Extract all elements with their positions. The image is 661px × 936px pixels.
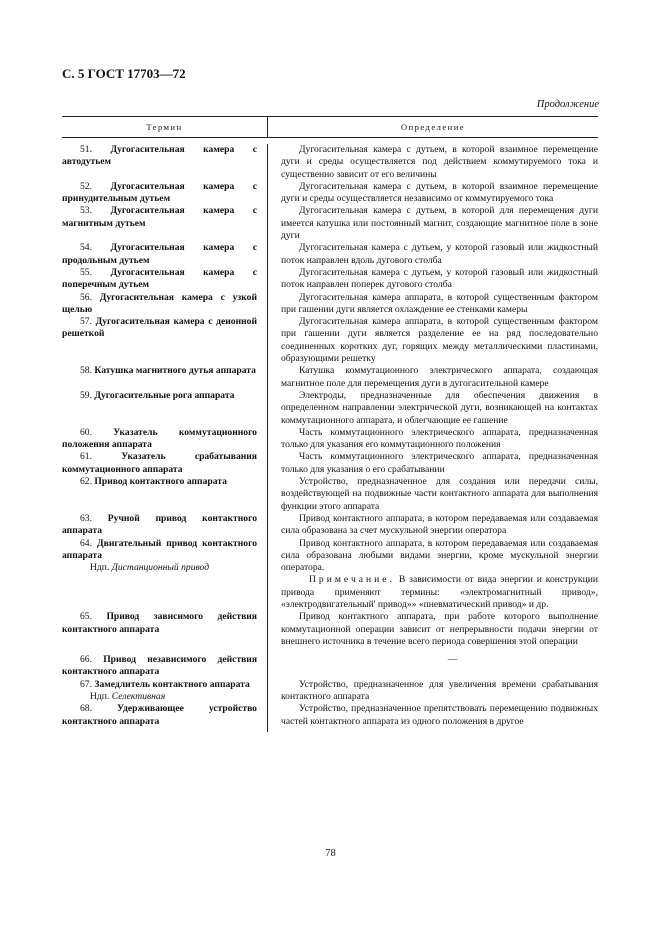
term-cell: 52. Дугогасительная камера с принудительным дутьем (62, 180, 257, 205)
term-cell: 64. Двигательный привод контактного аппарата Ндп. Дистанционный привод (62, 537, 257, 574)
definition-cell: Дугогасительная камера с дутьем, у которой газовый или жидкостный поток направлен вдоль дугового столба (281, 242, 598, 266)
terms-table (62, 116, 598, 732)
term-cell: 60. Указатель коммутационного положения аппарата (62, 426, 257, 451)
definition-cell: Дугогасительная камера с дутьем, в которой для перемещения дуги имеется катушка или постоянный магнит, создающие магнитное поле в зоне дуги (281, 205, 598, 242)
definition-cell: Дугогасительная камера с дутьем, в которой взаимное перемещение дуги и среды осуществляется независимо от коммутируемого тока (281, 180, 598, 205)
table-row (62, 365, 598, 390)
definition-cell: Дугогасительная камера с дутьем, у которой газовый или жидкостный поток направлен поперек дугового столба (281, 266, 598, 291)
table-row (62, 513, 598, 538)
term-cell: 56. Дугогасительная камера с узкой щелью (62, 291, 257, 315)
term-cell: 63. Ручной привод контактного аппарата (62, 512, 257, 537)
term-cell: 67. Замедлитель контактного аппарата Ндп. Селективная (62, 679, 267, 704)
term-cell: 65. Привод зависимого действия контактного аппарата (62, 611, 257, 635)
definition-cell: Катушка коммутационного электрического аппарата, создающая магнитное поле для перемещения дуги в дугогасительной камере (281, 365, 598, 389)
note-paragraph: Примечание. В зависимости от вида энергии и конструкции привода применяют термины: «электромагнитный привод», «электродвигательный' привод»» «пневматический привод» и др. (281, 574, 598, 610)
term-cell: 66. Привод независимого действия контактного аппарата (62, 654, 258, 678)
definition-cell: — (447, 654, 458, 666)
table-row (62, 427, 598, 452)
term-cell: 51. Дугогасительная камера с автодутьем (62, 144, 257, 168)
definition-cell: Часть коммутационного электрического аппарата, предназначенная только для указания его коммутационного положения (281, 426, 598, 451)
table-row (62, 144, 598, 181)
term-cell: 58. Катушка магнитного дутья аппарата (80, 365, 256, 377)
table-row (62, 267, 598, 292)
table-body (62, 144, 598, 732)
ndp-note: Ндп. Селективная (90, 691, 166, 703)
definition-cell: Устройство, предназначенное для создания или передачи силы, воздействующей на подвижные части контактного аппарата для выполнения функции этого аппарата (281, 476, 598, 512)
column-header-definition: Определение (400, 122, 466, 132)
table-row (62, 451, 598, 476)
definition-cell: Часть коммутационного электрического аппарата, предназначенная только для указания о его срабатывании (281, 451, 598, 475)
table-row (62, 242, 598, 267)
table-row (62, 181, 598, 206)
term-cell: 61. Указатель срабатывания коммутационного аппарата (62, 451, 257, 475)
term-cell: 59. Дугогасительные рога аппарата (80, 389, 235, 401)
table-row (62, 476, 598, 513)
table-row (62, 679, 598, 704)
table-row (62, 390, 598, 427)
table-header (62, 117, 598, 138)
ndp-note: Ндп. Дистанционный привод (90, 562, 210, 574)
definition-cell: Устройство, предназначенное препятствовать перемещению подвижных частей контактного аппарата из одного положения в другое (281, 703, 598, 727)
table-row (62, 538, 598, 612)
term-cell: 55. Дугогасительная камера с поперечным дутьем (62, 266, 257, 291)
column-divider (267, 144, 268, 732)
table-row (62, 611, 598, 648)
definition-cell: Дугогасительная камера аппарата, в которой существенным фактором при гашении дуги является разделение ее на ряд последовательно соединенных коротких дуг, горящих между металлическими пластинами, образующими решетку (281, 316, 598, 365)
definition-cell: Устройство, предназначенное для увеличения времени срабатывания контактного аппарата (281, 678, 598, 703)
term-cell: 53. Дугогасительная камера с магнитным дутьем (62, 205, 257, 229)
definition-cell: Привод контактного аппарата, при работе которого выполнение коммутационной операции зависит от непрерывности подачи энергии от внешнего источника в течение всего периода совершения этой операции (281, 611, 598, 647)
page-header: С. 5 ГОСТ 17703—72 (62, 66, 186, 81)
table-row (62, 654, 598, 679)
table-row (62, 316, 598, 365)
table-row (62, 703, 598, 732)
term-cell: 57. Дугогасительная камера с деионной решеткой (62, 316, 257, 340)
definition-cell: Дугогасительная камера аппарата, в которой существенным фактором при гашении дуги является охлаждение ее стенками камеры (281, 291, 598, 315)
term-cell: 54. Дугогасительная камера с продольным дутьем (62, 242, 257, 266)
term-cell: 68. Удерживающее устройство контактного аппарата (62, 703, 257, 727)
table-row (62, 205, 598, 242)
definition-cell: Электроды, предназначенные для обеспечения движения в определенном направлении электрической дуги, возникающей на контактах коммутационного аппарата, и облегчающие ее гашение (281, 389, 598, 426)
page-number: 78 (325, 848, 336, 859)
term-cell: 62. Привод контактного аппарата (80, 476, 227, 488)
table-row (62, 292, 598, 317)
continuation-label: Продолжение (536, 99, 599, 110)
definition-cell: Привод контактного аппарата, в котором передаваемая или создаваемая сила образована за счет мускульной энергии оператора (281, 512, 598, 537)
definition-cell: Привод контактного аппарата, в котором передаваемая или создаваемая сила образована любыми видами энергии, кроме мускульной энергии оператора. Примечание. В зависимости от вида энергии и конструкции привода применяют термины: «электромагнитный привод», «электродвигательный' привод»» «пневматический привод» и др. (281, 537, 598, 610)
definition-cell: Дугогасительная камера с дутьем, в которой взаимное перемещение дуги и среды осуществляется под действием коммутируемого тока и существенно зависит от его величины (281, 144, 598, 180)
column-header-term: Термин (62, 117, 268, 137)
